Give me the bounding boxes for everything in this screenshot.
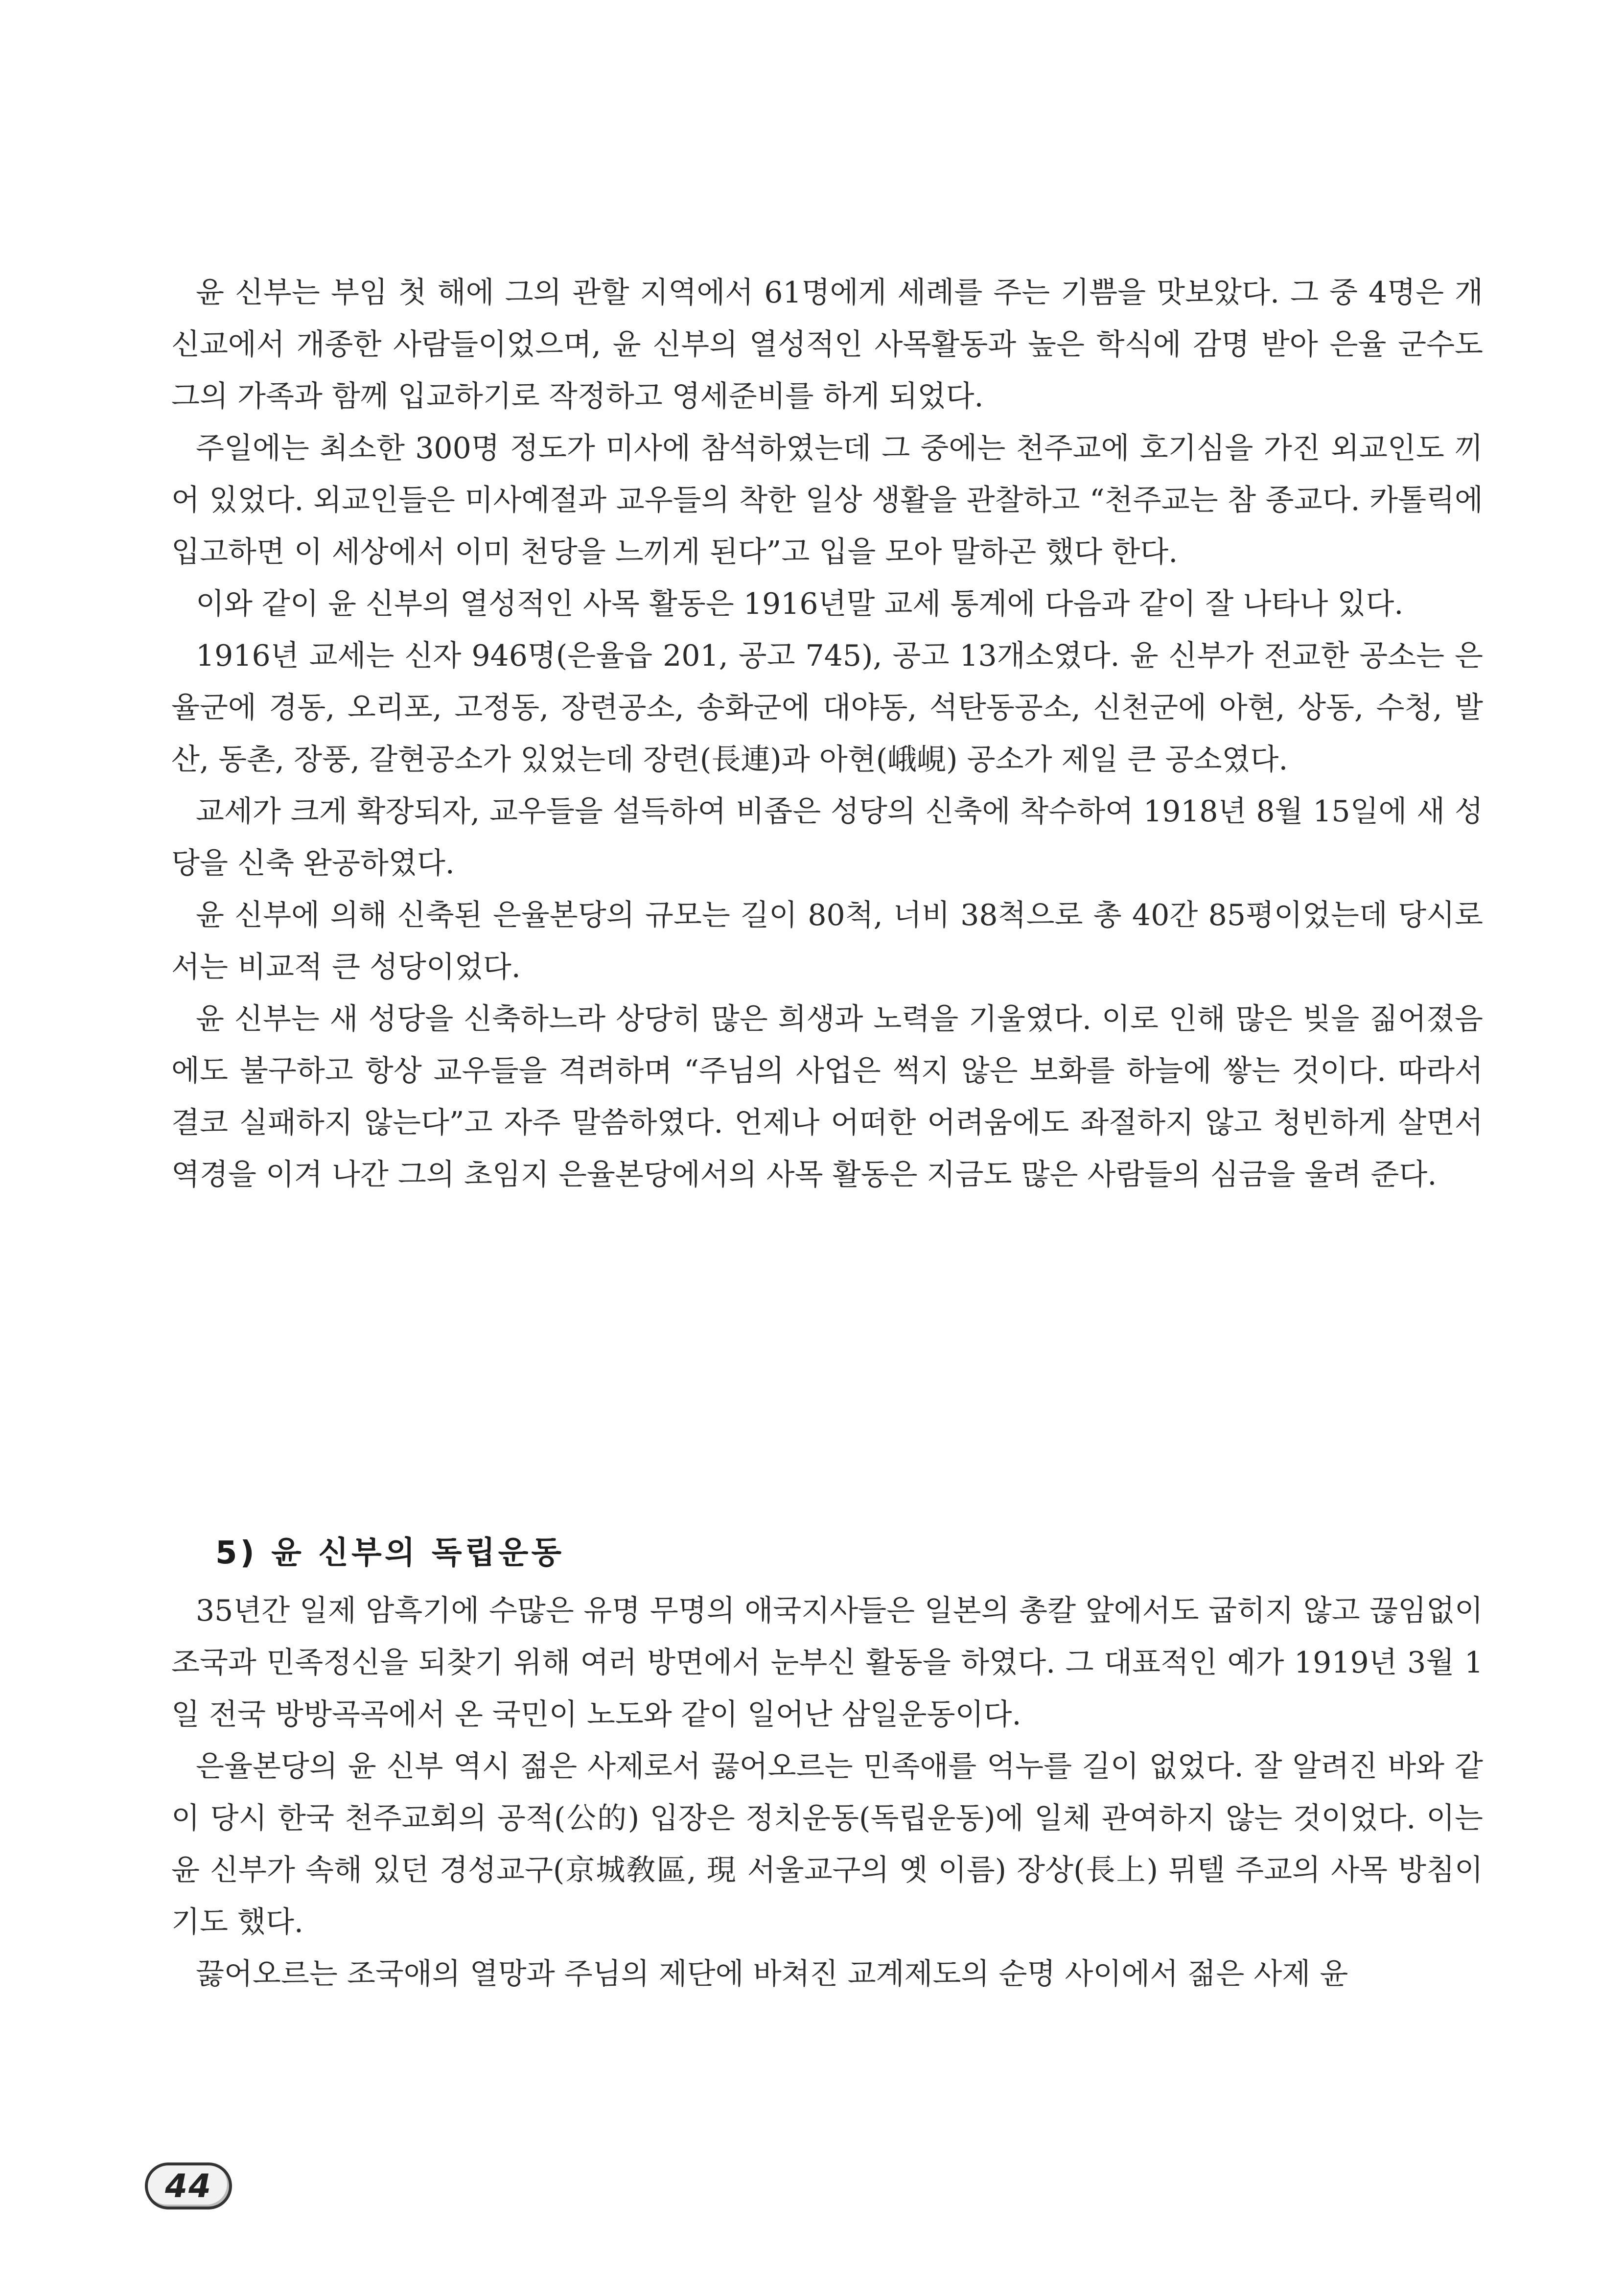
page-number: 44 [165, 2167, 212, 2205]
page-number-badge [145, 2162, 232, 2209]
paragraph: 1916년 교세는 신자 946명(은율읍 201, 공고 745), 공고 13개소였다. 윤 신부가 전교한 공소는 은율군에 경동, 오리포, 고정동, 장련공소, 송화군에 대야동, 석탄동공소, 신천군에 아현, 상동, 수청, 발산, 동촌, 장풍, 갈현공소가 있었는데 장련(長連)과 아현(峨峴) 공소가 제일 큰 공소였다. [171, 639, 1483, 777]
paragraph: 윤 신부에 의해 신축된 은율본당의 규모는 길이 80척, 너비 38척으로 총 40간 85평이었는데 당시로서는 비교적 큰 성당이었다. [171, 898, 1483, 984]
paragraph: 끓어오르는 조국애의 열망과 주님의 제단에 바쳐진 교계제도의 순명 사이에서 젊은 사제 윤 [196, 1957, 1348, 1991]
paragraph: 교세가 크게 확장되자, 교우들을 설득하여 비좁은 성당의 신축에 착수하여 1918년 8월 15일에 새 성당을 신축 완공하였다. [171, 794, 1483, 881]
section-body-text-block [171, 1585, 1483, 2000]
paragraph: 윤 신부는 새 성당을 신축하느라 상당히 많은 희생과 노력을 기울였다. 이로 인해 많은 빚을 짊어졌음에도 불구하고 항상 교우들을 격려하며 “주님의 사업은 썩지 않은 보화를 하늘에 쌓는 것이다. 따라서 결코 실패하지 않는다”고 자주 말씀하였다. 언제나 어떠한 어려움에도 좌절하지 않고 청빈하게 살면서 역경을 이겨 나간 그의 초임지 은율본당에서의 사목 활동은 지금도 많은 사람들의 심금을 울려 준다. [171, 1002, 1483, 1192]
body-text-block [171, 267, 1483, 1201]
paragraph: 주일에는 최소한 300명 정도가 미사에 참석하였는데 그 중에는 천주교에 호기심을 가진 외교인도 끼어 있었다. 외교인들은 미사예절과 교우들의 착한 일상 생활을 관찰하고 “천주교는 참 종교다. 카톨릭에 입고하면 이 세상에서 이미 천당을 느끼게 된다”고 입을 모아 말하곤 했다 한다. [171, 431, 1483, 569]
paragraph: 윤 신부는 부임 첫 해에 그의 관할 지역에서 61명에게 세례를 주는 기쁨을 맛보았다. 그 중 4명은 개신교에서 개종한 사람들이었으며, 윤 신부의 열성적인 사목활동과 높은 학식에 감명 받아 은율 군수도 그의 가족과 함께 입교하기로 작정하고 영세준비를 하게 되었다. [171, 276, 1483, 414]
section-heading: 5) 윤 신부의 독립운동 [215, 1535, 565, 1571]
paragraph: 은율본당의 윤 신부 역시 젊은 사제로서 끓어오르는 민족애를 억누를 길이 없었다. 잘 알려진 바와 같이 당시 한국 천주교회의 공적(公的) 입장은 정치운동(독립운동)에 일체 관여하지 않는 것이었다. 이는 윤 신부가 속해 있던 경성교구(京城敎區, 現 서울교구의 옛 이름) 장상(長上) 뮈텔 주교의 사목 방침이기도 했다. [171, 1749, 1483, 1939]
paragraph: 이와 같이 윤 신부의 열성적인 사목 활동은 1916년말 교세 통계에 다음과 같이 잘 나타나 있다. [196, 587, 1404, 621]
paragraph: 35년간 일제 암흑기에 수많은 유명 무명의 애국지사들은 일본의 총칼 앞에서도 굽히지 않고 끊임없이 조국과 민족정신을 되찾기 위해 여러 방면에서 눈부신 활동을 하였다. 그 대표적인 예가 1919년 3월 1일 전국 방방곡곡에서 온 국민이 노도와 같이 일어난 삼일운동이다. [171, 1594, 1483, 1732]
